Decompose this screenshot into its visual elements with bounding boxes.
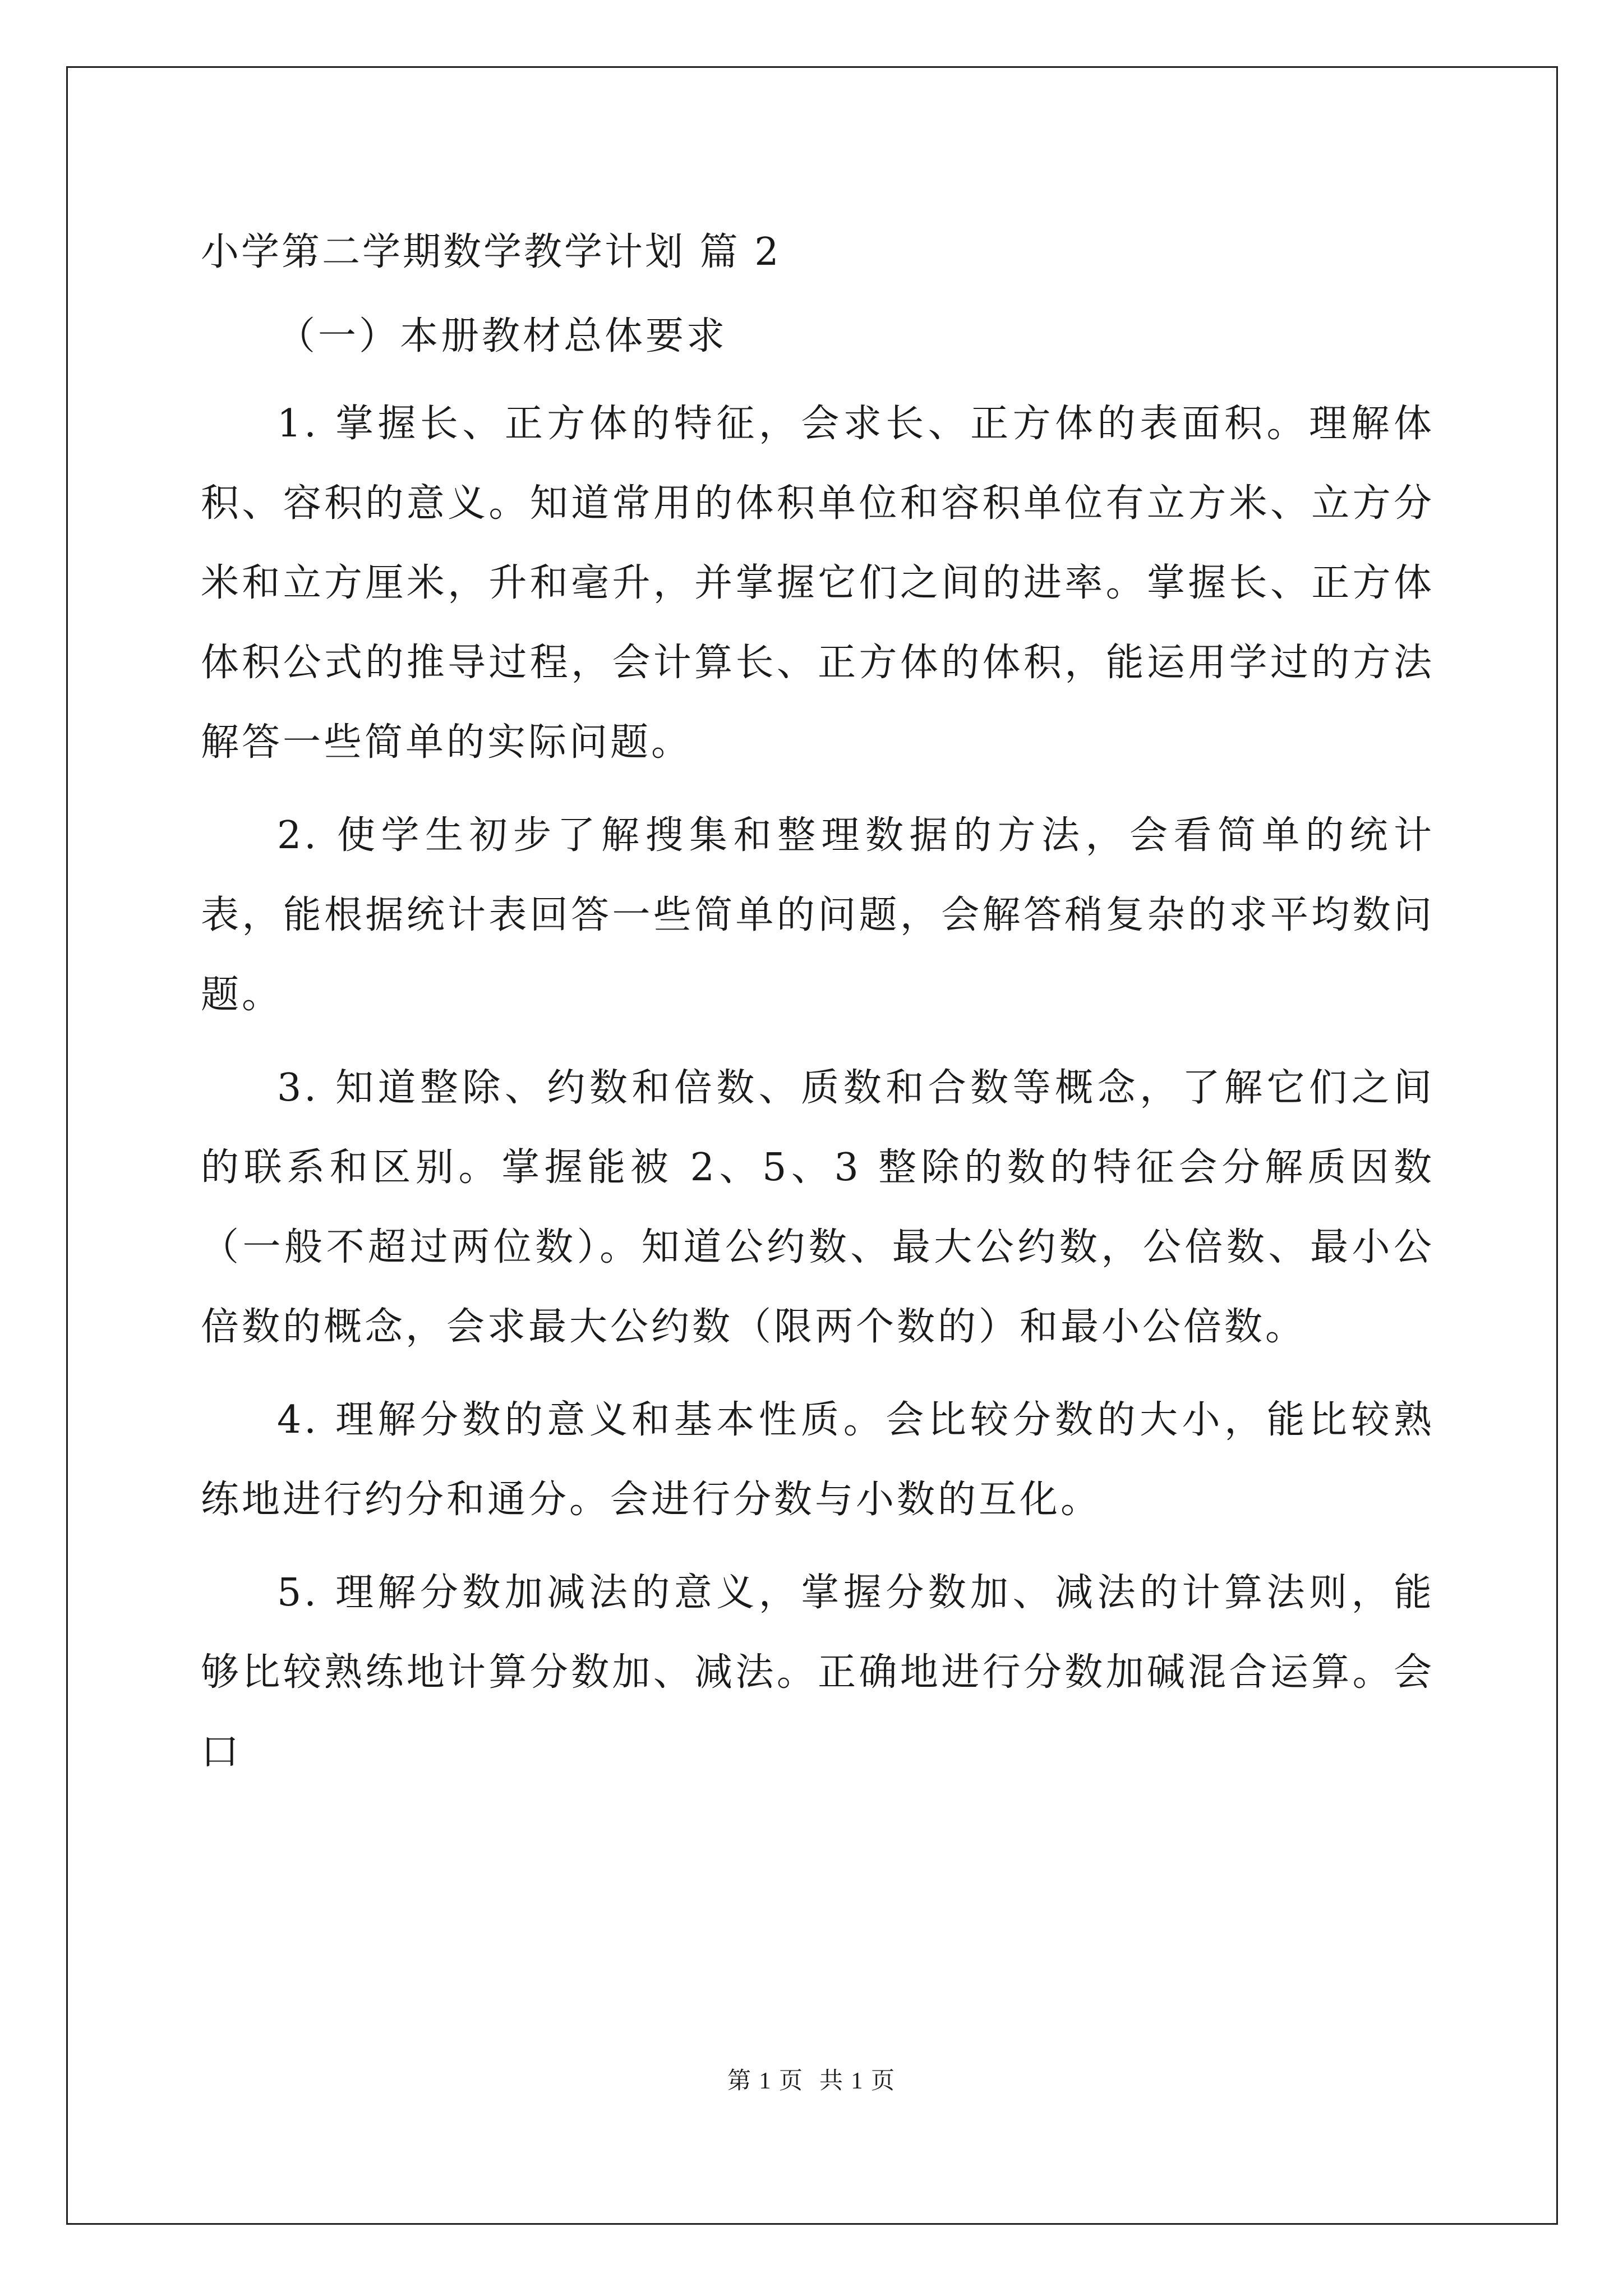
paragraph-2: 2. 使学生初步了解搜集和整理数据的方法，会看简单的统计表，能根据统计表回答一些简单的问题，会解答稍复杂的求平均数问题。 bbox=[201, 813, 1435, 1017]
paragraph-1: 1. 掌握长、正方体的特征，会求长、正方体的表面积。理解体积、容积的意义。知道常用的体积单位和容积单位有立方米、立方分米和立方厘米，升和毫升，并掌握它们之间的进率。掌握长、正方体体积公式的推导过程，会计算长、正方体的体积，能运用学过的方法解答一些简单的实际问题。 bbox=[201, 402, 1435, 765]
document-title: 小学第二学期数学教学计划 篇 2 bbox=[201, 230, 781, 274]
page-footer bbox=[0, 2064, 1623, 2098]
paragraph-3: 3. 知道整除、约数和倍数、质数和合数等概念，了解它们之间的联系和区别。掌握能被 2、5、3 整除的数的特征会分解质因数（一般不超过两位数）。知道公约数、最大公约数，公倍数、最小公倍数的概念，会求最大公约数（限两个数的）和最小公倍数。 bbox=[201, 1066, 1435, 1349]
paragraph-4: 4. 理解分数的意义和基本性质。会比较分数的大小，能比较熟练地进行约分和通分。会进行分数与小数的互化。 bbox=[201, 1398, 1435, 1522]
section-heading: （一）本册教材总体要求 bbox=[277, 314, 728, 358]
page-number: 第 1 页 bbox=[727, 2068, 804, 2094]
document-body bbox=[201, 216, 1435, 1806]
paragraph-5: 5. 理解分数加减法的意义，掌握分数加、减法的计算法则，能够比较熟练地计算分数加、减法。正确地进行分数加碱混合运算。会口 bbox=[201, 1571, 1435, 1774]
page-total: 共 1 页 bbox=[819, 2068, 896, 2094]
